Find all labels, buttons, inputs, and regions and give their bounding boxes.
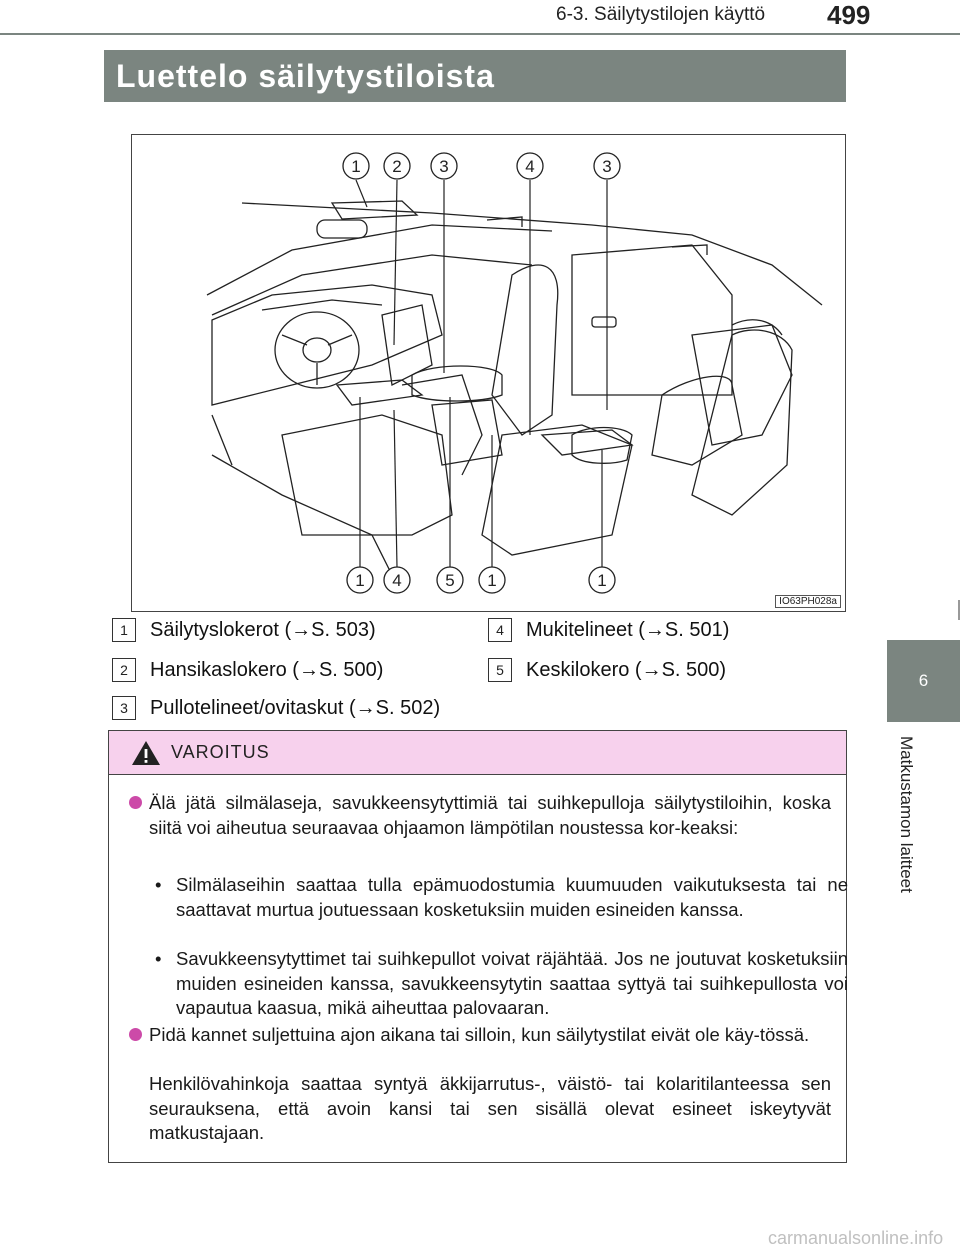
bullet-mark: • bbox=[155, 874, 162, 895]
legend-text: Hansikaslokero (→S. 500) bbox=[150, 658, 384, 681]
warning-bullet: • Savukkeensytyttimet tai suihkepullot voivat räjähtää. Jos ne joutuvat kosketuksiin muiden esineiden kanssa, savukkeensytytin saattaa syttyä tai suihkepullosta voi vapautua kaasua, mikä aiheuttaa palovaaran. bbox=[155, 948, 848, 1018]
legend-number: 5 bbox=[488, 658, 512, 682]
callout-bottom-4: 1 bbox=[487, 571, 497, 590]
warning-paragraph: Pidä kannet suljettuina ajon aikana tai silloin, kun säilytystilat eivät ole käy-tössä. bbox=[149, 1023, 831, 1048]
callout-top-2: 2 bbox=[392, 157, 402, 176]
watermark: carmanualsonline.info bbox=[768, 1228, 944, 1248]
legend-item bbox=[112, 696, 440, 720]
callout-bottom-3: 5 bbox=[445, 571, 455, 590]
legend-item bbox=[112, 658, 383, 682]
title-bar bbox=[104, 50, 846, 102]
legend-number: 3 bbox=[112, 696, 136, 720]
car-interior-illustration bbox=[132, 135, 845, 611]
legend-number: 4 bbox=[488, 618, 512, 642]
legend-item bbox=[488, 658, 726, 682]
bullet-dot-icon bbox=[129, 796, 142, 809]
legend-item bbox=[112, 618, 376, 642]
warning-paragraph: Älä jätä silmälaseja, savukkeensytyttimiä tai suihkepulloja säilytystiloihin, koska siitä voi aiheutua seuraavaa ohjaamon lämpötilan noustessa kor-keaksi: bbox=[149, 791, 831, 840]
callout-bottom-5: 1 bbox=[597, 571, 607, 590]
bullet-mark: • bbox=[155, 948, 162, 969]
header-rule bbox=[0, 33, 960, 35]
callout-top-4: 4 bbox=[525, 157, 535, 176]
legend-text: Keskilokero (→S. 500) bbox=[526, 658, 727, 681]
callout-bottom-1: 1 bbox=[355, 571, 365, 590]
car-interior-figure bbox=[131, 134, 846, 612]
legend-number: 1 bbox=[112, 618, 136, 642]
bullet-dot-icon bbox=[129, 1028, 142, 1041]
chapter-label: Matkustamon laitteet bbox=[897, 736, 916, 893]
legend-item bbox=[488, 618, 729, 642]
page-title: Luettelo säilytystiloista bbox=[116, 57, 495, 94]
warning-header bbox=[109, 731, 846, 775]
warning-heading: VAROITUS bbox=[171, 742, 270, 762]
legend-text: Mukitelineet (→S. 501) bbox=[526, 618, 730, 641]
section-title: 6-3. Säilytystilojen käyttö bbox=[556, 4, 766, 25]
warning-bullet: • Silmälaseihin saattaa tulla epämuodostumia kuumuuden vaikutuksesta tai ne saattavat murtua joutuessaan kosketuksiin muiden esineiden kanssa. bbox=[155, 874, 848, 920]
legend-text: Säilytyslokerot (→S. 503) bbox=[150, 618, 376, 641]
figure-code: IO63PH028a bbox=[775, 595, 841, 608]
warning-paragraph: Henkilövahinkoja saattaa syntyä äkkijarrutus-, väistö- tai kolaritilanteessa sen seurauksena, että avoin kansi tai sen sisällä olevat esineet iskeytyvät matkustajaan. bbox=[149, 1073, 831, 1143]
legend-text: Pullotelineet/ovitaskut (→S. 502) bbox=[150, 696, 441, 719]
chapter-tab: 6 bbox=[887, 640, 960, 722]
callout-top-5: 3 bbox=[602, 157, 612, 176]
warning-triangle-icon bbox=[131, 740, 161, 766]
page-number: 499 bbox=[827, 0, 871, 30]
legend-number: 2 bbox=[112, 658, 136, 682]
callout-top-1: 1 bbox=[351, 157, 361, 176]
callout-bottom-2: 4 bbox=[392, 571, 402, 590]
callout-top-3: 3 bbox=[439, 157, 449, 176]
warning-box bbox=[108, 730, 847, 1163]
